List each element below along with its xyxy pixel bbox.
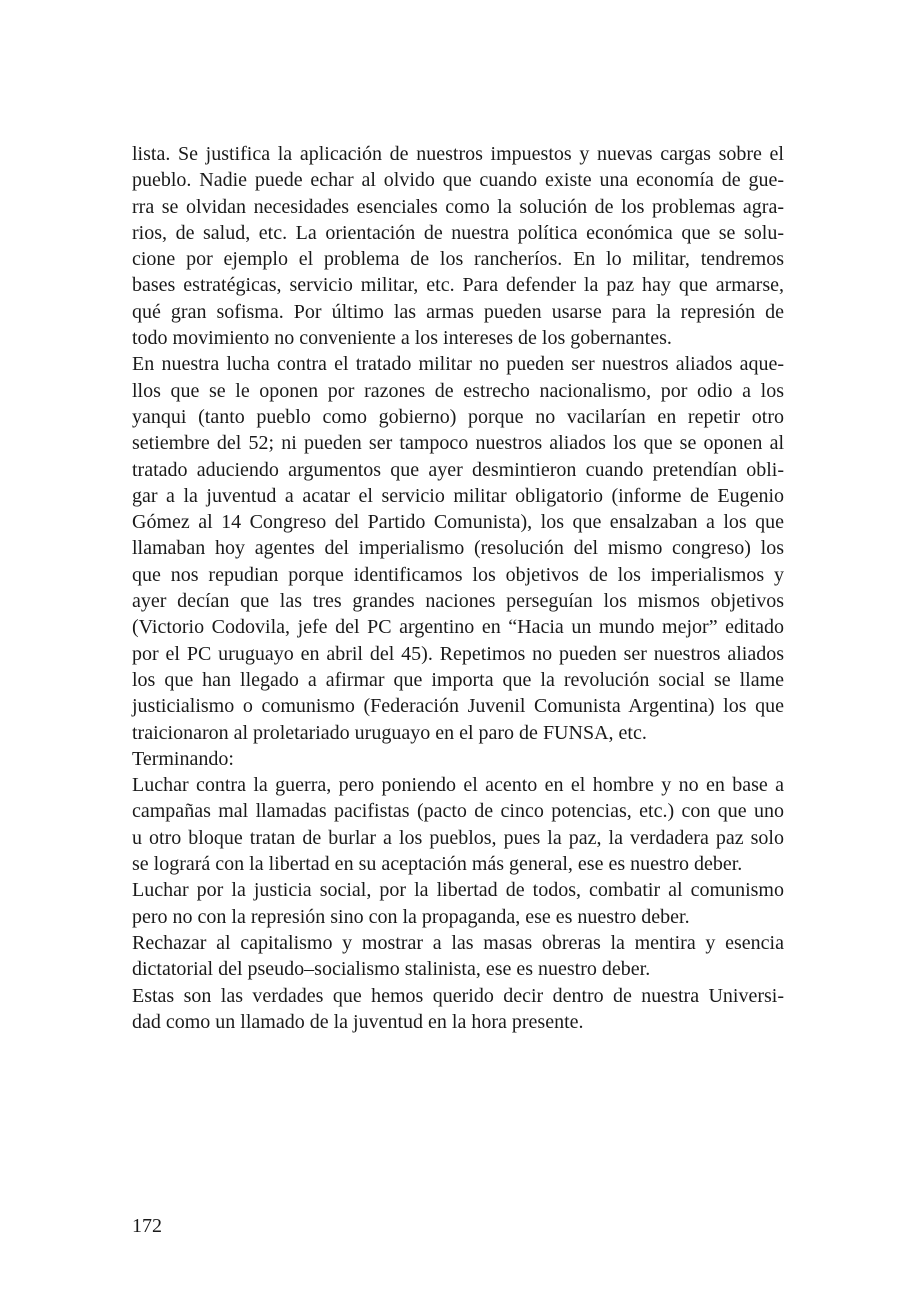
text-line: llamaban hoy agentes del imperialismo (resolución del mismo congreso) los [132,537,784,560]
text-line: bases estratégicas, servicio militar, etc. Para defender la paz hay que armarse, [132,274,784,297]
text-line: rra se olvidan necesidades esenciales como la solución de los problemas agra- [132,195,784,218]
text-line: cione por ejemplo el problema de los rancheríos. En lo militar, tendremos [132,248,784,271]
text-line: pueblo. Nadie puede echar al olvido que cuando existe una economía de gue- [132,169,784,192]
text-line: dictatorial del pseudo–socialismo stalinista, ese es nuestro deber. [132,958,651,981]
text-line: por el PC uruguayo en abril del 45). Repetimos no pueden ser nuestros aliados [132,642,784,665]
text-line: pero no con la represión sino con la propaganda, ese es nuestro deber. [132,905,690,928]
text-line: qué gran sofisma. Por último las armas pueden usarse para la represión de [132,300,784,323]
text-line: (Victorio Codovila, jefe del PC argentino en “Hacia un mundo mejor” editado [132,616,784,639]
text-line: campañas mal llamadas pacifistas (pacto de cinco potencias, etc.) con que uno [132,800,784,823]
text-line: setiembre del 52; ni pueden ser tampoco nuestros aliados los que se oponen al [132,432,784,455]
text-line: Rechazar al capitalismo y mostrar a las masas obreras la mentira y esencia [132,931,784,954]
text-line: justicialismo o comunismo (Federación Juvenil Comunista Argentina) los que [132,695,784,718]
text-line: En nuestra lucha contra el tratado militar no pueden ser nuestros aliados aque- [132,353,784,376]
page-number: 172 [132,1215,162,1237]
text-line: tratado aduciendo argumentos que ayer desmintieron cuando pretendían obli- [132,458,784,481]
text-line: Luchar por la justicia social, por la libertad de todos, combatir al comunismo [132,879,784,902]
text-line: rios, de salud, etc. La orientación de nuestra política económica que se solu- [132,221,784,244]
text-line: Terminando: [132,747,234,770]
text-line: llos que se le oponen por razones de estrecho nacionalismo, por odio a los [132,379,784,402]
text-line: que nos repudian porque identificamos los objetivos de los imperialismos y [132,563,784,586]
text-line: ayer decían que las tres grandes naciones perseguían los mismos objetivos [132,590,784,613]
text-line: lista. Se justifica la aplicación de nuestros impuestos y nuevas cargas sobre el [132,143,784,165]
text-line: traicionaron al proletariado uruguayo en el paro de FUNSA, etc. [132,721,647,744]
text-line: dad como un llamado de la juventud en la hora presente. [132,1010,584,1033]
text-line: gar a la juventud a acatar el servicio militar obligatorio (informe de Eugenio [132,484,784,507]
text-line: Luchar contra la guerra, pero poniendo el acento en el hombre y no en base a [132,774,784,797]
text-line: Estas son las verdades que hemos querido decir dentro de nuestra Universi- [132,984,784,1007]
text-line: se logrará con la libertad en su aceptación más general, ese es nuestro deber. [132,853,743,876]
text-line: yanqui (tanto pueblo como gobierno) porque no vacilarían en repetir otro [132,405,784,428]
text-line: Gómez al 14 Congreso del Partido Comunista), los que ensalzaban a los que [132,511,784,534]
body-text [132,141,784,1035]
text-line: todo movimiento no conveniente a los intereses de los gobernantes. [132,327,672,350]
text-line: u otro bloque tratan de burlar a los pueblos, pues la paz, la verdadera paz solo [132,826,784,849]
text-line: los que han llegado a afirmar que importa que la revolución social se llame [132,668,784,691]
